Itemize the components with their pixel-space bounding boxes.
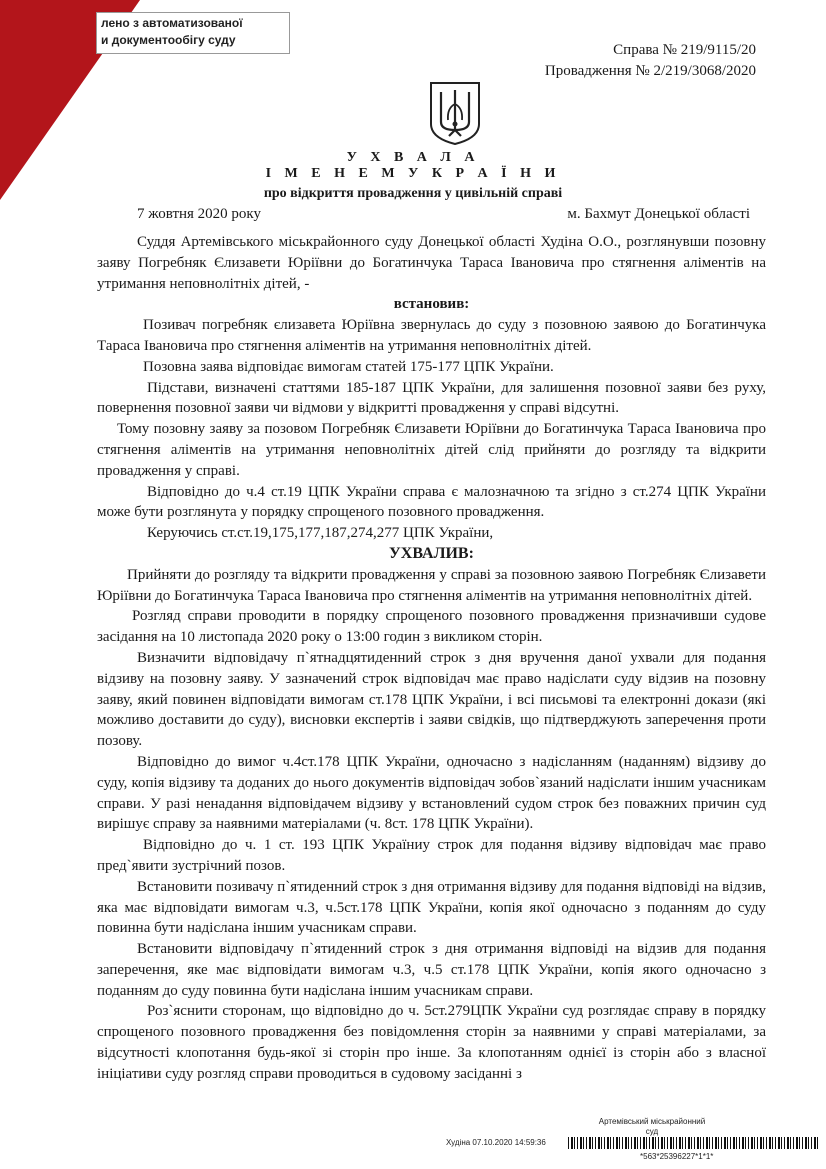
section-heading: УХВАЛИВ:: [389, 544, 474, 562]
barcode: [568, 1137, 818, 1149]
paragraph: Визначити відповідачу п`ятнадцятиденний строк з дня вручення даної ухвали для подання відзиву на позовну заяву. У зазначений строк відповідач має право надіслати суду відзив на позовну заяву, який повинен відповідати вимогам ст.178 ЦПК України, і всі письмові та електронні докази (які можливо доставити до суду), висновки експертів і заяви свідків, що підтверджують заперечення проти позову.: [97, 649, 766, 750]
footer-signature: Худіна 07.10.2020 14:59:36: [446, 1138, 546, 1147]
document-body: [97, 232, 766, 1085]
paragraph: Відповідно до вимог ч.4ст.178 ЦПК України, одночасно з надісланням (наданням) відзиву до суду, копія відзиву та доданих до нього документів відповідач зобов`язаний надіслати іншим учасникам справи. У разі ненадання відповідачем відзиву у встановлений судом строк без поважних причин суд вирішує справу за наявними матеріалами (ч. 8ст. 178 ЦПК України).: [97, 753, 766, 833]
paragraph: Тому позовну заяву за позовом Погребняк Єлизавети Юріївни до Богатинчука Тараса Івановича про стягнення аліментів на утримання неповнолітніх дітей слід прийняти до розгляду та відкрити провадження у справі.: [97, 421, 766, 479]
case-info: [545, 40, 756, 82]
paragraph: Розгляд справи проводити в порядку спрощеного позовного провадження призначивши судове засідання на 10 листопада 2020 року о 13:00 годин з викликом сторін.: [97, 608, 766, 646]
proceeding-number: Провадження № 2/219/3068/2020: [544, 63, 756, 79]
document-subject: про відкриття провадження у цивільній справі: [263, 186, 563, 201]
paragraph: Встановити позивачу п`ятиденний строк з дня отримання відзиву для подання відповіді на відзив, яка має відповідати вимогам ч.3, ч.5ст.178 ЦПК України, копія якої одночасно з поданням до суду повинна бути надіслана іншим учасникам справи.: [97, 878, 766, 937]
paragraph: Встановити відповідачу п`ятиденний строк з дня отримання відповіді на відзив для подання заперечення, яке має відповідати вимогам ч.3, ч.5 ст.178 ЦПК України, копія якого одночасно з поданням до суду повинна бути надіслана іншим учасникам справи.: [97, 941, 766, 999]
paragraph: Позивач погребняк єлизавета Юріївна звернулась до суду з позовною заявою до Богатинчука Тараса Івановича про стягнення аліментів на утримання неповнолітніх дітей.: [97, 317, 766, 354]
paragraph: Відповідно до ч. 1 ст. 193 ЦПК Україниу строк для подання відзиву відповідач має право пред`явити зустрічний позов.: [97, 837, 766, 874]
section-heading: встановив:: [393, 296, 470, 313]
barcode-text: *563*25396227*1*1*: [640, 1152, 714, 1161]
paragraph: Керуючись ст.ст.19,175,177,187,274,277 ЦПК України,: [147, 525, 494, 542]
document-title: У Х В А Л А: [346, 150, 480, 165]
document-place: м. Бахмут Донецької області: [567, 206, 750, 222]
system-stamp: [96, 12, 290, 54]
paragraph: Прийняти до розгляду та відкрити провадження у справі за позовною заявою Погребняк Єлизавети Юріївни до Богатинчука Тараса Івановича про стягнення аліментів на утримання неповнолітніх дітей.: [97, 566, 766, 604]
case-number: Справа № 219/9115/20: [613, 42, 756, 58]
footer-court-line-1: Артемівський міськрайонний суд: [598, 1117, 706, 1136]
stamp-line-1: лено з автоматизованої: [101, 16, 243, 30]
paragraph: Відповідно до ч.4 ст.19 ЦПК України справа є малозначною та згідно з ст.274 ЦПК України може бути розглянута у порядку спрощеного позовного провадження.: [97, 483, 766, 521]
document-date: 7 жовтня 2020 року: [137, 206, 262, 222]
paragraph: Роз`яснити сторонам, що відповідно до ч. 5ст.279ЦПК України суд розглядає справу в порядку спрощеного позовного провадження без повідомлення сторін за наявними у справі матеріалами, за відсутності клопотання будь-якої зі сторін про інше. За клопотанням однієї із сторін або з власної ініціативи суду розгляд справи проводиться в судовому засіданні з: [97, 1003, 766, 1082]
paragraph: Суддя Артемівського міськрайонного суду Донецької області Худіна О.О., розглянувши позовну заяву Погребняк Єлизавети Юріївни до Богатинчука Тараса Івановича про стягнення аліментів на утримання неповнолітніх дітей, -: [97, 234, 766, 292]
document-subtitle: І М Е Н Е М У К Р А Ї Н И: [265, 166, 561, 181]
trident-emblem-icon: [428, 80, 482, 146]
paragraph: Підстави, визначені статтями 185-187 ЦПК України, для залишення позовної заяви без руху, повернення позовної заяви чи відмови у відкритті провадження у справі відсутні.: [97, 379, 766, 417]
paragraph: Позовна заява відповідає вимогам статей 175-177 ЦПК України.: [143, 358, 554, 375]
stamp-line-2: и документообігу суду: [101, 33, 236, 47]
